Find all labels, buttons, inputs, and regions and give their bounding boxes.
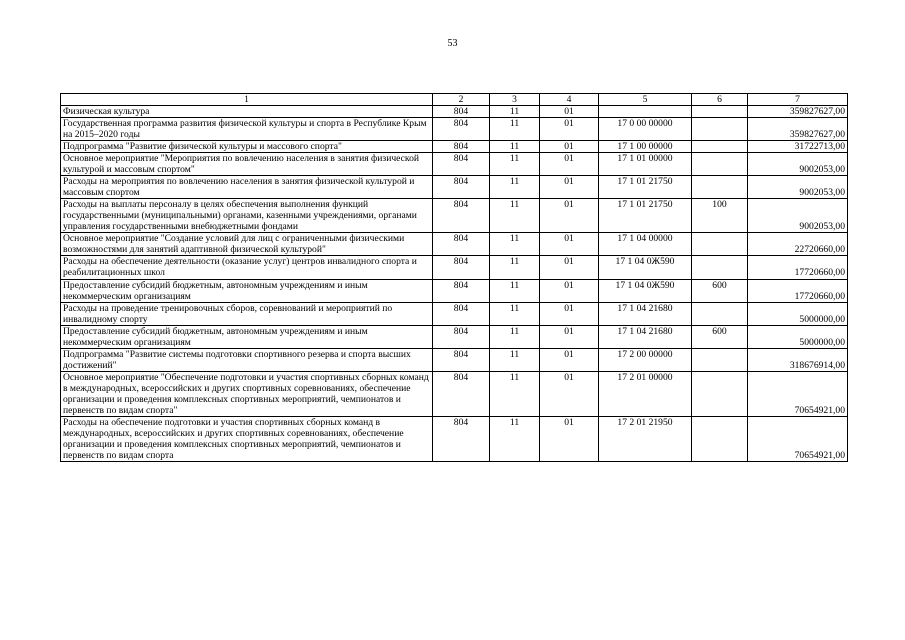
row-target-article-cell bbox=[599, 106, 692, 118]
row-amount-cell: 70654921,00 bbox=[748, 416, 848, 461]
row-section-cell: 11 bbox=[490, 416, 540, 461]
row-expense-type-cell bbox=[692, 141, 748, 153]
row-subsection-cell: 01 bbox=[540, 302, 599, 325]
table-header-row bbox=[61, 94, 848, 106]
row-expense-type-cell bbox=[692, 371, 748, 416]
row-amount-cell: 9002053,00 bbox=[748, 199, 848, 233]
row-expense-type-cell bbox=[692, 233, 748, 256]
row-expense-type-cell bbox=[692, 256, 748, 279]
row-section-cell: 11 bbox=[490, 141, 540, 153]
column-header-6: 6 bbox=[692, 94, 748, 106]
row-name-cell: Расходы на обеспечение подготовки и участия спортивных сборных команд в международных, всероссийских и других спортивных соревнованиях, обеспечение организации и проведения комплексных спортивных мероприятий, чемпионатов и первенств по видам спорта bbox=[61, 416, 433, 461]
row-code-cell: 804 bbox=[433, 325, 490, 348]
column-header-5: 5 bbox=[599, 94, 692, 106]
row-subsection-cell: 01 bbox=[540, 256, 599, 279]
row-code-cell: 804 bbox=[433, 106, 490, 118]
row-section-cell: 11 bbox=[490, 256, 540, 279]
row-expense-type-cell bbox=[692, 302, 748, 325]
row-subsection-cell: 01 bbox=[540, 118, 599, 141]
table-row bbox=[61, 371, 848, 416]
table-row bbox=[61, 348, 848, 371]
row-code-cell: 804 bbox=[433, 302, 490, 325]
row-name-cell: Расходы на обеспечение деятельности (оказание услуг) центров инвалидного спорта и реабилитационных школ bbox=[61, 256, 433, 279]
row-code-cell: 804 bbox=[433, 141, 490, 153]
row-expense-type-cell bbox=[692, 106, 748, 118]
row-name-cell: Расходы на мероприятия по вовлечению населения в занятия физической культурой и массовым спортом bbox=[61, 176, 433, 199]
table-row bbox=[61, 325, 848, 348]
row-name-cell: Подпрограмма "Развитие системы подготовки спортивного резерва и спорта высших достижений" bbox=[61, 348, 433, 371]
row-expense-type-cell bbox=[692, 176, 748, 199]
row-target-article-cell: 17 2 01 21950 bbox=[599, 416, 692, 461]
table-row bbox=[61, 141, 848, 153]
row-code-cell: 804 bbox=[433, 118, 490, 141]
row-section-cell: 11 bbox=[490, 279, 540, 302]
row-name-cell: Государственная программа развития физической культуры и спорта в Республике Крым на 2015–2020 годы bbox=[61, 118, 433, 141]
row-section-cell: 11 bbox=[490, 302, 540, 325]
row-subsection-cell: 01 bbox=[540, 153, 599, 176]
row-target-article-cell: 17 1 00 00000 bbox=[599, 141, 692, 153]
row-name-cell: Расходы на проведение тренировочных сборов, соревнований и мероприятий по инвалидному спорту bbox=[61, 302, 433, 325]
row-target-article-cell: 17 0 00 00000 bbox=[599, 118, 692, 141]
row-subsection-cell: 01 bbox=[540, 106, 599, 118]
row-amount-cell: 17720660,00 bbox=[748, 279, 848, 302]
row-amount-cell: 5000000,00 bbox=[748, 302, 848, 325]
row-amount-cell: 9002053,00 bbox=[748, 176, 848, 199]
table-row bbox=[61, 302, 848, 325]
row-target-article-cell: 17 1 01 00000 bbox=[599, 153, 692, 176]
row-section-cell: 11 bbox=[490, 233, 540, 256]
budget-table bbox=[60, 93, 848, 462]
row-name-cell: Предоставление субсидий бюджетным, автономным учреждениям и иным некоммерческим организациям bbox=[61, 325, 433, 348]
row-amount-cell: 5000000,00 bbox=[748, 325, 848, 348]
row-name-cell: Расходы на выплаты персоналу в целях обеспечения выполнения функций государственными (муниципальными) органами, казенными учреждениями, органами управления государственными внебюджетными фондами bbox=[61, 199, 433, 233]
row-target-article-cell: 17 1 01 21750 bbox=[599, 199, 692, 233]
row-code-cell: 804 bbox=[433, 256, 490, 279]
column-header-1: 1 bbox=[61, 94, 433, 106]
row-section-cell: 11 bbox=[490, 176, 540, 199]
row-target-article-cell: 17 1 04 00000 bbox=[599, 233, 692, 256]
column-header-3: 3 bbox=[490, 94, 540, 106]
row-subsection-cell: 01 bbox=[540, 176, 599, 199]
row-target-article-cell: 17 1 04 21680 bbox=[599, 302, 692, 325]
row-name-cell: Предоставление субсидий бюджетным, автономным учреждениям и иным некоммерческим организациям bbox=[61, 279, 433, 302]
row-expense-type-cell: 100 bbox=[692, 199, 748, 233]
table-row bbox=[61, 199, 848, 233]
row-expense-type-cell bbox=[692, 118, 748, 141]
row-code-cell: 804 bbox=[433, 233, 490, 256]
row-target-article-cell: 17 1 01 21750 bbox=[599, 176, 692, 199]
row-subsection-cell: 01 bbox=[540, 199, 599, 233]
row-code-cell: 804 bbox=[433, 279, 490, 302]
row-code-cell: 804 bbox=[433, 416, 490, 461]
table-row bbox=[61, 256, 848, 279]
table-row bbox=[61, 416, 848, 461]
row-section-cell: 11 bbox=[490, 325, 540, 348]
row-amount-cell: 31722713,00 bbox=[748, 141, 848, 153]
row-name-cell: Подпрограмма "Развитие физической культуры и массового спорта" bbox=[61, 141, 433, 153]
row-name-cell: Основное мероприятие "Создание условий для лиц с ограниченными физическими возможностями для занятий адаптивной физической культурой" bbox=[61, 233, 433, 256]
row-subsection-cell: 01 bbox=[540, 325, 599, 348]
row-target-article-cell: 17 1 04 0Ж590 bbox=[599, 279, 692, 302]
row-amount-cell: 318676914,00 bbox=[748, 348, 848, 371]
table-row bbox=[61, 233, 848, 256]
row-name-cell: Основное мероприятие "Обеспечение подготовки и участия спортивных сборных команд в международных, всероссийских и других спортивных соревнованиях, обеспечение организации и проведения комплексных спортивных мероприятий, чемпионатов и первенств по видам спорта" bbox=[61, 371, 433, 416]
row-subsection-cell: 01 bbox=[540, 279, 599, 302]
row-target-article-cell: 17 2 00 00000 bbox=[599, 348, 692, 371]
row-target-article-cell: 17 2 01 00000 bbox=[599, 371, 692, 416]
page-number: 53 bbox=[447, 38, 458, 49]
column-header-4: 4 bbox=[540, 94, 599, 106]
row-amount-cell: 9002053,00 bbox=[748, 153, 848, 176]
row-section-cell: 11 bbox=[490, 118, 540, 141]
row-code-cell: 804 bbox=[433, 153, 490, 176]
row-section-cell: 11 bbox=[490, 348, 540, 371]
row-expense-type-cell: 600 bbox=[692, 279, 748, 302]
row-subsection-cell: 01 bbox=[540, 371, 599, 416]
table-row bbox=[61, 176, 848, 199]
row-expense-type-cell bbox=[692, 416, 748, 461]
table-row bbox=[61, 106, 848, 118]
row-amount-cell: 359827627,00 bbox=[748, 118, 848, 141]
row-expense-type-cell: 600 bbox=[692, 325, 748, 348]
row-section-cell: 11 bbox=[490, 371, 540, 416]
row-section-cell: 11 bbox=[490, 199, 540, 233]
row-target-article-cell: 17 1 04 0Ж590 bbox=[599, 256, 692, 279]
row-amount-cell: 359827627,00 bbox=[748, 106, 848, 118]
row-name-cell: Физическая культура bbox=[61, 106, 433, 118]
row-subsection-cell: 01 bbox=[540, 141, 599, 153]
row-code-cell: 804 bbox=[433, 348, 490, 371]
column-header-2: 2 bbox=[433, 94, 490, 106]
row-amount-cell: 17720660,00 bbox=[748, 256, 848, 279]
row-expense-type-cell bbox=[692, 153, 748, 176]
row-target-article-cell: 17 1 04 21680 bbox=[599, 325, 692, 348]
row-amount-cell: 70654921,00 bbox=[748, 371, 848, 416]
row-code-cell: 804 bbox=[433, 371, 490, 416]
table-row bbox=[61, 118, 848, 141]
row-section-cell: 11 bbox=[490, 153, 540, 176]
row-expense-type-cell bbox=[692, 348, 748, 371]
table-row bbox=[61, 279, 848, 302]
row-section-cell: 11 bbox=[490, 106, 540, 118]
table-body bbox=[61, 106, 848, 462]
row-amount-cell: 22720660,00 bbox=[748, 233, 848, 256]
row-code-cell: 804 bbox=[433, 199, 490, 233]
column-header-7: 7 bbox=[748, 94, 848, 106]
row-name-cell: Основное мероприятие "Мероприятия по вовлечению населения в занятия физической культурой и массовым спортом" bbox=[61, 153, 433, 176]
row-code-cell: 804 bbox=[433, 176, 490, 199]
table-row bbox=[61, 153, 848, 176]
row-subsection-cell: 01 bbox=[540, 348, 599, 371]
row-subsection-cell: 01 bbox=[540, 233, 599, 256]
row-subsection-cell: 01 bbox=[540, 416, 599, 461]
